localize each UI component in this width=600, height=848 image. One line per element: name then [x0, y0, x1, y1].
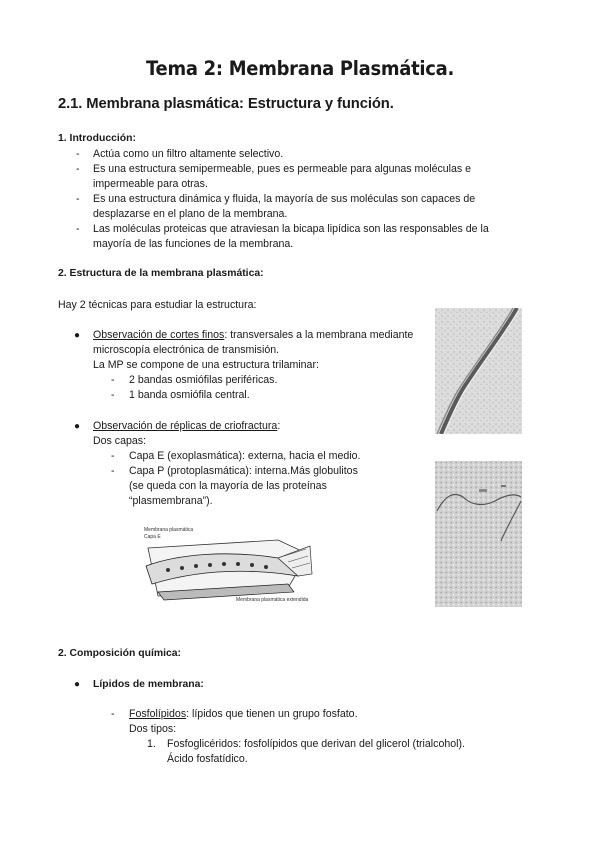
micrograph-texture: [435, 308, 522, 434]
dash-bullet: -: [111, 389, 115, 401]
dash-bullet: -: [76, 223, 80, 235]
dash-bullet: -: [111, 465, 115, 477]
dash-bullet: -: [76, 148, 80, 160]
dash-bullet: -: [111, 374, 115, 386]
diagram-label: Membrana plasmática: [144, 527, 194, 533]
freeze-fracture-diagram: [138, 526, 314, 609]
sub-item: - Capa P (protoplasmática): interna.Más globulitos: [111, 465, 358, 477]
technique-freeze-fracture: Observación de réplicas de criofractura: Dos capas: - Capa E (exoplasmática): externa, hacia el medio. - Capa P (protoplasmática): interna.Más globulitos (se queda con la mayoría de las proteínas “plasmembrana”).: [93, 419, 433, 509]
thin-section-micrograph: [435, 308, 522, 434]
list-item-continuation: desplazarse en el plano de la membrana.: [93, 208, 288, 220]
section-subtitle: 2.1. Membrana plasmática: Estructura y función.: [58, 96, 394, 112]
micrograph-texture: [435, 461, 522, 607]
list-item: - Es una estructura dinámica y fluida, la mayoría de sus moléculas son capaces de: [76, 193, 476, 205]
dash-bullet: -: [76, 193, 80, 205]
intro-list: [76, 147, 546, 252]
sub-item: - Capa E (exoplasmática): externa, hacia el medio.: [111, 450, 361, 462]
dot-bullet: ●: [74, 330, 81, 341]
page-title: Tema 2: Membrana Plasmática.: [145, 57, 455, 80]
list-item: - Es una estructura semipermeable, pues es permeable para algunas moléculas e: [76, 163, 472, 175]
dot-bullet: ●: [74, 421, 81, 432]
structure-lead: Hay 2 técnicas para estudiar la estructura:: [58, 299, 257, 311]
list-item-continuation: impermeable para otras.: [93, 178, 208, 190]
phospholipids-block: - Fosfolípidos: lípidos que tienen un grupo fosfato. Dos tipos: 1. Fosfoglicéridos: fosfolípidos que derivan del glicerol (trialcohol). Ácido fosfatídico.: [111, 707, 531, 767]
list-item: - Las moléculas proteicas que atraviesan la bicapa lipídica son las responsables de la: [76, 223, 489, 235]
dash-bullet: -: [111, 450, 115, 462]
dash-bullet: -: [111, 708, 115, 720]
technique-name: Observación de cortes finos: [93, 329, 225, 341]
composition-heading: 2. Composición química:: [58, 648, 181, 659]
lipids-heading: Lípidos de membrana:: [93, 679, 204, 690]
sub-item: - 2 bandas osmiófilas periféricas.: [111, 374, 278, 386]
list-item: - Actúa como un filtro altamente selectivo.: [76, 148, 284, 160]
dash-bullet: -: [76, 163, 80, 175]
dot-bullet: ●: [74, 679, 81, 690]
structure-heading: 2. Estructura de la membrana plasmática:: [58, 268, 264, 279]
intro-heading: 1. Introducción:: [58, 133, 136, 144]
diagram-label: Capa E: [144, 534, 161, 540]
list-item-continuation: mayoría de las funciones de la membrana.: [93, 238, 294, 250]
sub-item: - 1 banda osmiófila central.: [111, 389, 250, 401]
phospholipids-term: Fosfolípidos: [129, 708, 187, 720]
freeze-fracture-micrograph: [435, 461, 522, 607]
numbered-item: 1. Fosfoglicéridos: fosfolípidos que derivan del glicerol (trialcohol).: [147, 738, 465, 750]
technique-name: Observación de réplicas de criofractura: [93, 420, 278, 432]
diagram-label: Membrana plasmática extendida: [236, 597, 309, 603]
technique-thin-sections: Observación de cortes finos: transversales a la membrana mediante microscopía electrónica de transmisión. La MP se compone de una estructura trilaminar: - 2 bandas osmiófilas periféricas. - 1 banda osmiófila central.: [93, 328, 433, 403]
